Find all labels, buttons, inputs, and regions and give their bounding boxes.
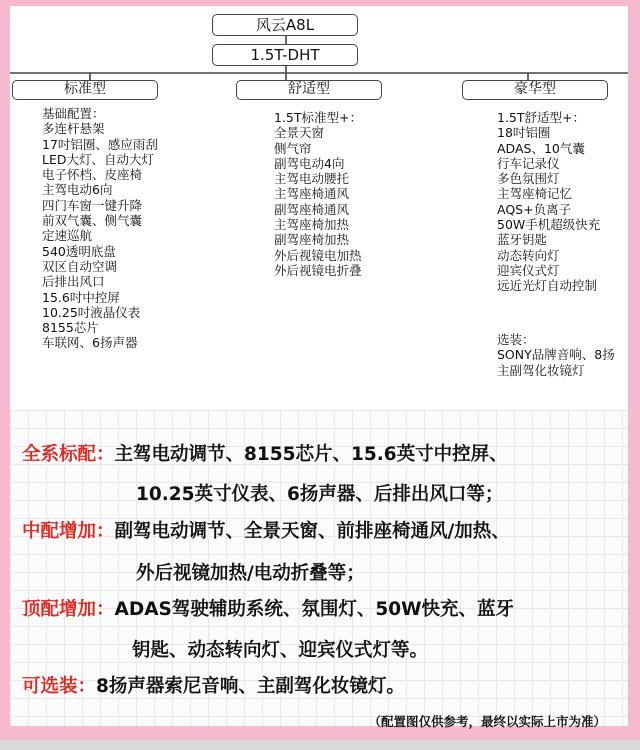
summary-label: 全系标配：: [22, 444, 115, 465]
feature-item: 主驾座椅加热: [274, 217, 350, 233]
feature-item: 基础配置：: [42, 106, 105, 121]
config-card: [10, 6, 628, 729]
summary-row-standard: [22, 442, 508, 468]
feature-item: 10.25吋液晶仪表: [42, 304, 141, 320]
feature-item: 双区自动空调: [42, 258, 118, 274]
feature-item: 副驾座椅通风: [274, 201, 350, 217]
feature-item: 电子怀档、皮座椅: [42, 167, 143, 183]
feature-item: 1.5T标准型+：: [274, 110, 362, 125]
feature-item: 前双气囊、侧气囊: [42, 213, 143, 229]
summary-text: 副驾电动调节、全景天窗、前排座椅通风/加热、: [114, 521, 510, 542]
feature-item: 迎宾仪式灯: [497, 262, 560, 278]
feature-item: 17吋铝圈、感应雨刮: [42, 136, 158, 152]
feature-item: 蓝牙钥匙: [497, 232, 548, 248]
feature-item: 远近光灯自动控制: [497, 278, 598, 294]
bottom-image-strip: [0, 740, 640, 750]
summary-text: ADAS驾驶辅助系统、氛围灯、50W快充、蓝牙: [114, 599, 514, 620]
optional-item: SONY品牌音响、8扬: [497, 347, 615, 363]
feature-item: 动态转向灯: [497, 247, 560, 263]
feature-item: 外后视镜电折叠: [274, 262, 362, 278]
summary-row-mid: [22, 519, 510, 545]
feature-item: 后排出风口: [42, 274, 105, 290]
feature-item: 定速巡航: [42, 228, 93, 244]
feature-item: ADAS、10气囊: [497, 140, 585, 156]
comfort-feature-list: [274, 110, 362, 278]
trim-box-standard: [12, 80, 158, 100]
summary-label: 顶配增加：: [22, 599, 115, 620]
engine-label: 1.5T-DHT: [250, 46, 320, 64]
trim-box-comfort: [236, 80, 382, 100]
feature-item: 副驾座椅加热: [274, 232, 350, 248]
summary-text: 主驾电动调节、8155芯片、15.6英寸中控屏、: [114, 444, 508, 465]
feature-item: 行车记录仪: [497, 155, 560, 171]
feature-item: 50W手机超级快充: [497, 217, 601, 233]
model-label: 风云A8L: [255, 16, 315, 34]
feature-item: 主驾电动腰托: [274, 171, 350, 187]
summary-text-continued: 10.25英寸仪表、6扬声器、后排出风口等；: [136, 484, 504, 505]
trim-name: 舒适型: [288, 81, 330, 97]
summary-row-top: [22, 597, 514, 623]
feature-item: 主驾座椅通风: [274, 186, 350, 202]
trim-box-luxury: [462, 80, 608, 100]
luxury-optional-list: [497, 332, 615, 378]
feature-item: 多连杆悬架: [42, 121, 105, 137]
feature-item: 四门车窗一键升降: [42, 197, 143, 213]
feature-item: 主驾座椅记忆: [497, 186, 573, 202]
trim-name: 豪华型: [514, 81, 556, 97]
feature-item: AQS+负离子: [497, 201, 572, 217]
feature-item: 全景天窗: [274, 125, 325, 141]
summary-text-continued: 钥匙、动态转向灯、迎宾仪式灯等。: [132, 640, 429, 661]
summary-row-optional: [22, 674, 405, 700]
summary-text-continued: 外后视镜加热/电动折叠等；: [136, 563, 365, 584]
feature-item: 多色氛围灯: [497, 171, 560, 187]
luxury-feature-list: [497, 110, 600, 294]
model-box: [212, 14, 358, 36]
engine-box: [212, 44, 358, 66]
feature-item: 主驾电动6向: [42, 182, 113, 198]
summary-label: 中配增加：: [22, 521, 115, 542]
feature-item: 外后视镜电加热: [274, 247, 362, 263]
feature-item: 车联网、6扬声器: [42, 335, 138, 351]
feature-item: 15.6吋中控屏: [42, 289, 120, 305]
disclaimer-note: （配置图仅供参考，最终以实际上市为准）: [368, 714, 606, 729]
optional-title: 选装：: [497, 332, 535, 347]
feature-item: 18吋铝圈: [497, 125, 551, 141]
feature-item: 1.5T舒适型+：: [497, 110, 585, 125]
feature-item: LED大灯、自动大灯: [42, 151, 154, 167]
feature-item: 侧气帘: [274, 140, 312, 156]
feature-item: 540透明底盘: [42, 243, 116, 259]
feature-item: 8155芯片: [42, 320, 99, 336]
standard-feature-list: [42, 106, 158, 351]
summary-text: 8扬声器索尼音响、主副驾化妆镜灯。: [96, 676, 405, 697]
optional-item: 主副驾化妆镜灯: [497, 362, 585, 378]
trim-name: 标准型: [64, 81, 106, 97]
feature-item: 副驾电动4向: [274, 155, 345, 171]
summary-label: 可选装：: [22, 676, 97, 697]
